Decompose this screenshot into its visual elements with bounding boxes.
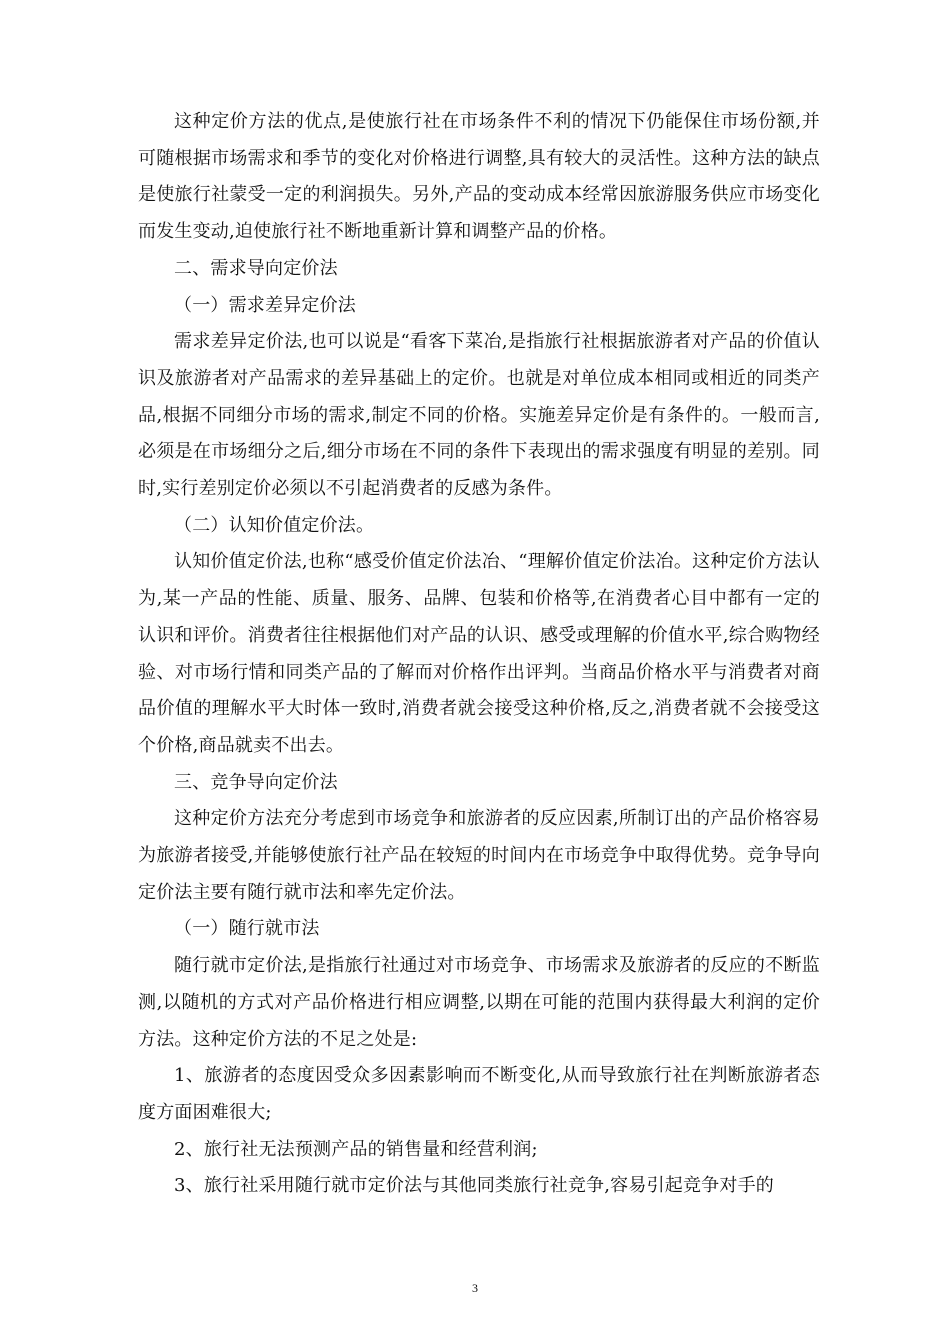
list-item-1: 1、旅游者的态度因受众多因素影响而不断变化,从而导致旅行社在判断旅游者态度方面困难很大; [138, 1065, 820, 1123]
subheading-demand-differential-pricing: （一）需求差异定价法 [174, 294, 356, 316]
heading-competition-oriented-pricing: 三、竞争导向定价法 [174, 771, 338, 793]
list-item-2: 2、旅行社无法预测产品的销售量和经营利润; [174, 1138, 538, 1160]
list-item-3: 3、旅行社采用随行就市定价法与其他同类旅行社竞争,容易引起竞争对手的 [174, 1175, 774, 1197]
heading-demand-oriented-pricing: 二、需求导向定价法 [174, 257, 338, 279]
paragraph-competition-oriented: 这种定价方法充分考虑到市场竞争和旅游者的反应因素,所制订出的产品价格容易为旅游者接受,并能够使旅行社产品在较短的时间内在市场竞争中取得优势。竞争导向定价法主要有随行就市法和率先定价法。 [138, 808, 820, 903]
page-number: 3 [472, 1281, 478, 1295]
paragraph-perceived-value: 认知价值定价法,也称“感受价值定价法冶、“理解价值定价法冶。这种定价方法认为,某一产品的性能、质量、服务、品牌、包装和价格等,在消费者心目中都有一定的认识和评价。消费者往往根据他们对产品的认识、感受或理解的价值水平,综合购物经验、对市场行情和同类产品的了解而对价格作出评判。当商品价格水平与消费者对商品价值的理解水平大时体一致时,消费者就会接受这种价格,反之,消费者就不会接受这个价格,商品就卖不出去。 [138, 551, 820, 756]
paragraph-going-rate: 随行就市定价法,是指旅行社通过对市场竞争、市场需求及旅游者的反应的不断监测,以随机的方式对产品价格进行相应调整,以期在可能的范围内获得最大利润的定价方法。这种定价方法的不足之处是: [138, 955, 820, 1050]
subheading-going-rate-pricing: （一）随行就市法 [174, 918, 320, 940]
paragraph-advantages: 这种定价方法的优点,是使旅行社在市场条件不利的情况下仍能保住市场份额,并可随根据市场需求和季节的变化对价格进行调整,具有较大的灵活性。这种方法的缺点是使旅行社蒙受一定的利润损失。另外,产品的变动成本经常因旅游服务供应市场变化而发生变动,迫使旅行社不断地重新计算和调整产品的价格。 [138, 111, 820, 243]
subheading-perceived-value-pricing: （二）认知价值定价法。 [174, 514, 375, 536]
paragraph-demand-differential: 需求差异定价法,也可以说是“看客下菜冶,是指旅行社根据旅游者对产品的价值认识及旅游者对产品需求的差异基础上的定价。也就是对单位成本相同或相近的同类产品,根据不同细分市场的需求,制定不同的价格。实施差异定价是有条件的。一般而言,必须是在市场细分之后,细分市场在不同的条件下表现出的需求强度有明显的差别。同时,实行差别定价必须以不引起消费者的反感为条件。 [138, 331, 820, 500]
document-body [138, 104, 820, 1205]
